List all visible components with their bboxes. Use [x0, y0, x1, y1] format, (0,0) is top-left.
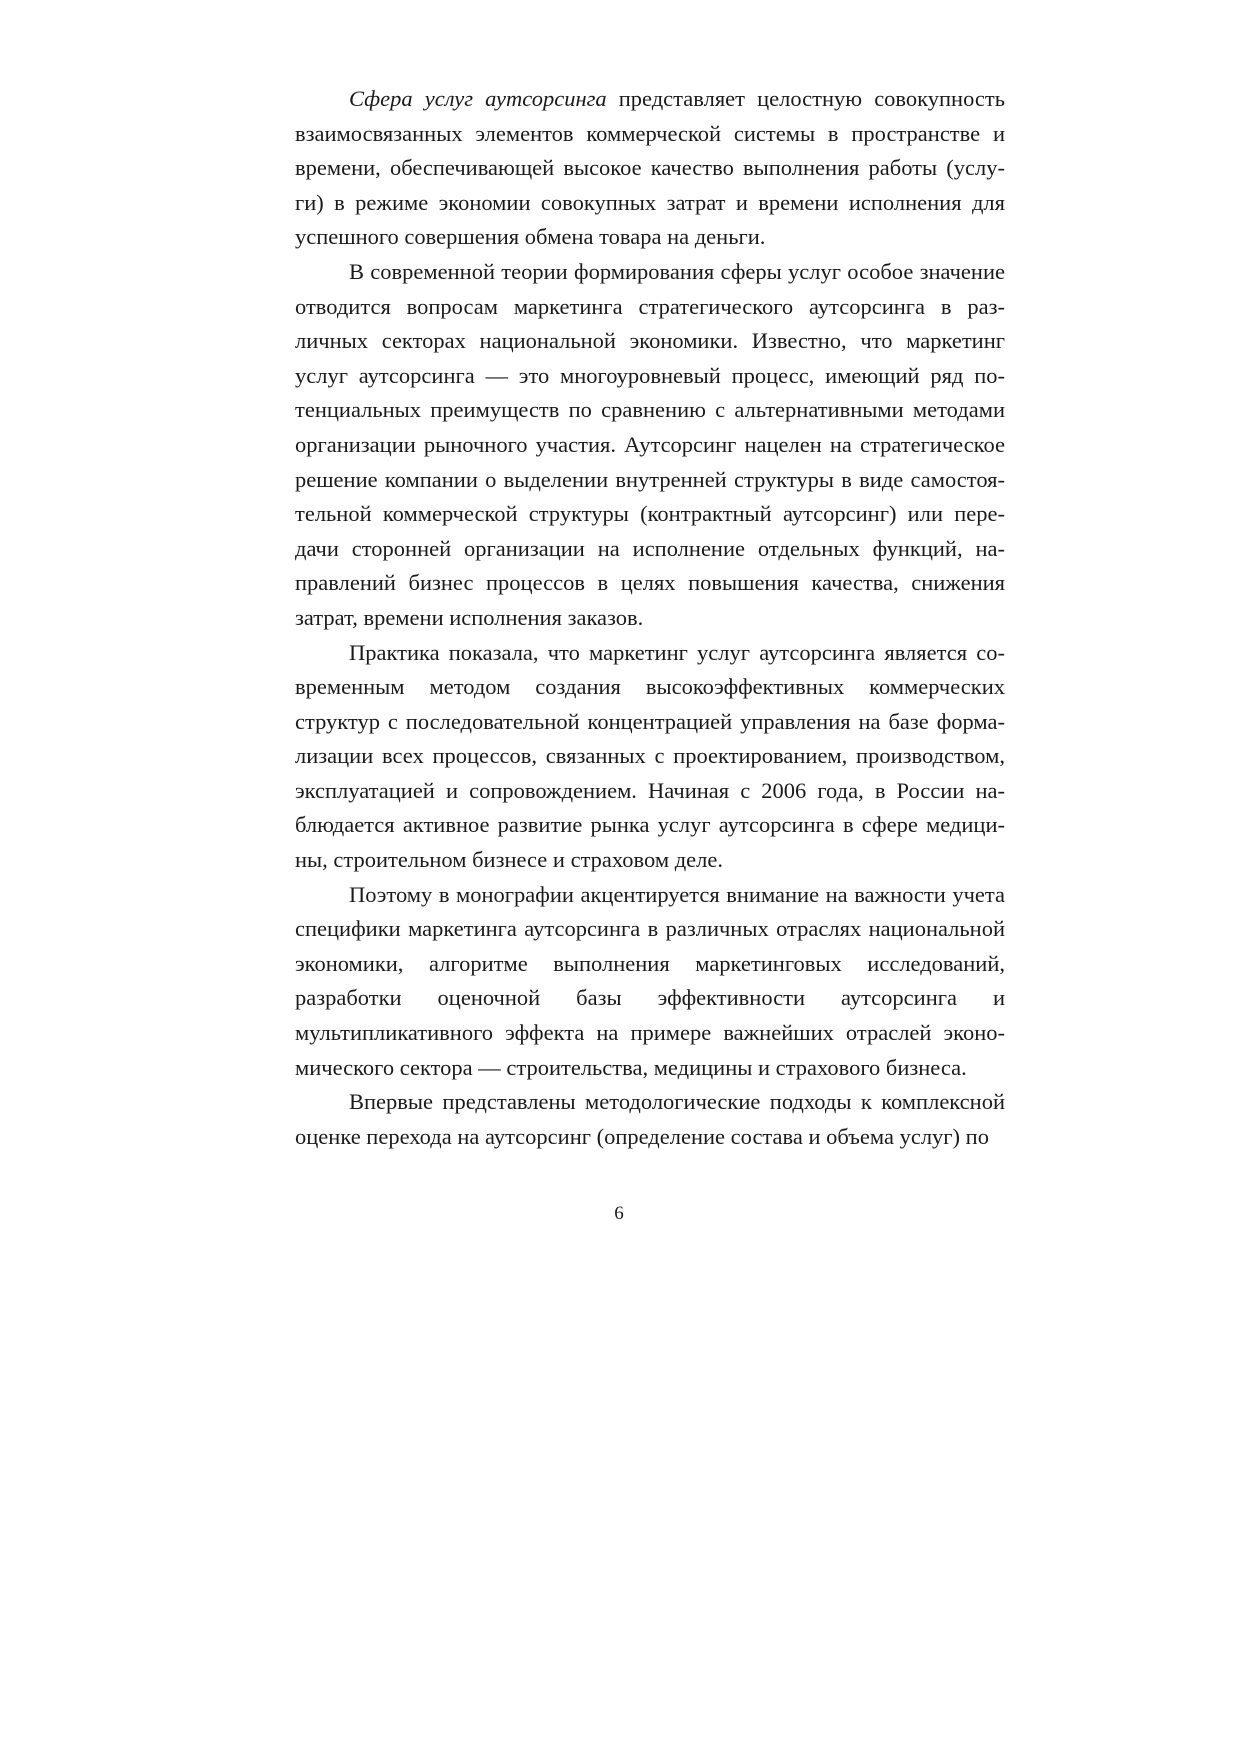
- paragraph-5: Впервые представлены методологические подходы к комплексной оценке перехода на аутсорсинг (определение состава и объема услуг) по: [295, 1089, 1005, 1149]
- paragraph-4: Поэтому в монографии акцентируется внимание на важности учета специфики маркетинга аутсорсинга в различных отраслях национальной экономики, алгоритме выполнения маркетинговых исследований, разработки оценочной базы эффективности аутсорсинга и мультипликативного эффекта на примере важнейших отраслей экономического сектора — строительства, медицины и страхового бизнеса.: [295, 881, 1005, 1080]
- body-text: [295, 82, 1005, 1154]
- page-number: 6: [614, 1203, 624, 1224]
- paragraph-3: Практика показала, что маркетинг услуг аутсорсинга является современным методом создания высокоэффективных коммерческих структур с последовательной концентрацией управления на базе формализации всех процессов, связанных с проектированием, производством, эксплуатацией и сопровождением. Начиная с 2006 года, в России наблюдается активное развитие рынка услуг аутсорсинга в сфере медицины, строительном бизнесе и страховом деле.: [295, 639, 1005, 873]
- paragraph-1-text: представляет целостную совокупность взаимосвязанных элементов коммерческой системы в пространстве и времени, обеспечивающей высокое качество выполнения работы (услуги) в режиме экономии совокупных затрат и времени исполнения для успешного совершения обмена товара на деньги.: [295, 86, 1005, 250]
- italic-term: Сфера услуг аутсорсинга: [349, 86, 607, 111]
- paragraph-2: В современной теории формирования сферы услуг особое значение отводится вопросам маркетинга стратегического аутсорсинга в различных секторах национальной экономики. Известно, что маркетинг услуг аутсорсинга — это многоуровневый процесс, имеющий ряд потенциальных преимуществ по сравнению с альтернативными методами организации рыночного участия. Аутсорсинг нацелен на стратегическое решение компании о выделении внутренней структуры в виде самостоятельной коммерческой структуры (контрактный аутсорсинг) или передачи сторонней организации на исполнение отдельных функций, направлений бизнес процессов в целях повышения качества, снижения затрат, времени исполнения заказов.: [295, 258, 1005, 630]
- paragraph-1: [295, 82, 1005, 255]
